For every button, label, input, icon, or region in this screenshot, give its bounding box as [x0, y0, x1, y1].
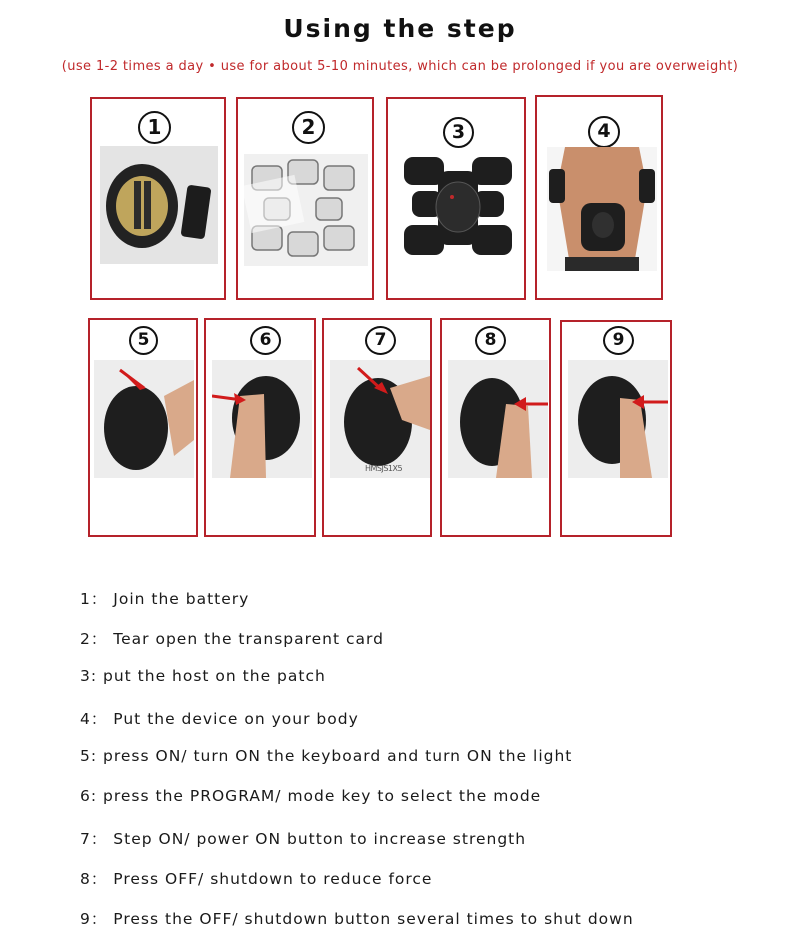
page-title: Using the step	[283, 14, 517, 43]
device-on-body-photo	[547, 147, 657, 271]
instruction-step-8: 8： Press OFF/ shutdown to reduce force	[80, 870, 433, 888]
transparent-card-photo	[244, 154, 368, 266]
host-on-patch-photo	[394, 149, 522, 267]
step-panel-4	[535, 95, 663, 300]
step-number-badge: 6	[250, 326, 281, 355]
step-panel-1	[90, 97, 226, 300]
battery-compartment-photo	[100, 146, 218, 264]
step-number-badge: 8	[475, 326, 506, 355]
instruction-step-9: 9： Press the OFF/ shutdown button several times to shut down	[80, 910, 634, 928]
step-number-badge: 3	[443, 117, 474, 148]
step-number-badge: 5	[129, 326, 158, 355]
usage-note: (use 1-2 times a day • use for about 5-10 minutes, which can be prolonged if you are overweight)	[61, 59, 739, 74]
press-off-repeat-photo	[568, 360, 668, 478]
instruction-step-6: 6: press the PROGRAM/ mode key to select the mode	[80, 787, 542, 805]
step-panel-9	[560, 320, 672, 537]
press-power-on-button-photo	[330, 360, 430, 478]
watermark-text: HMSJS1X5	[365, 464, 403, 473]
step-number-badge: 4	[588, 116, 620, 148]
step-panel-6	[204, 318, 316, 537]
instruction-step-5: 5: press ON/ turn ON the keyboard and turn ON the light	[80, 747, 573, 765]
instruction-step-7: 7： Step ON/ power ON button to increase strength	[80, 830, 527, 848]
instruction-step-2: 2： Tear open the transparent card	[80, 630, 384, 648]
step-panel-2	[236, 97, 374, 300]
press-on-button-photo	[94, 360, 194, 478]
step-panel-7	[322, 318, 432, 537]
step-number-badge: 2	[292, 111, 325, 144]
instruction-step-4: 4： Put the device on your body	[80, 710, 359, 728]
step-number-badge: 9	[603, 326, 634, 355]
step-panel-3	[386, 97, 526, 300]
step-panel-8	[440, 318, 551, 537]
instruction-step-3: 3: put the host on the patch	[80, 667, 326, 685]
step-panel-5	[88, 318, 198, 537]
press-program-button-photo	[212, 360, 312, 478]
instruction-step-1: 1： Join the battery	[80, 590, 250, 608]
step-number-badge: 7	[365, 326, 396, 355]
press-off-button-photo	[448, 360, 548, 478]
step-number-badge: 1	[138, 111, 171, 144]
